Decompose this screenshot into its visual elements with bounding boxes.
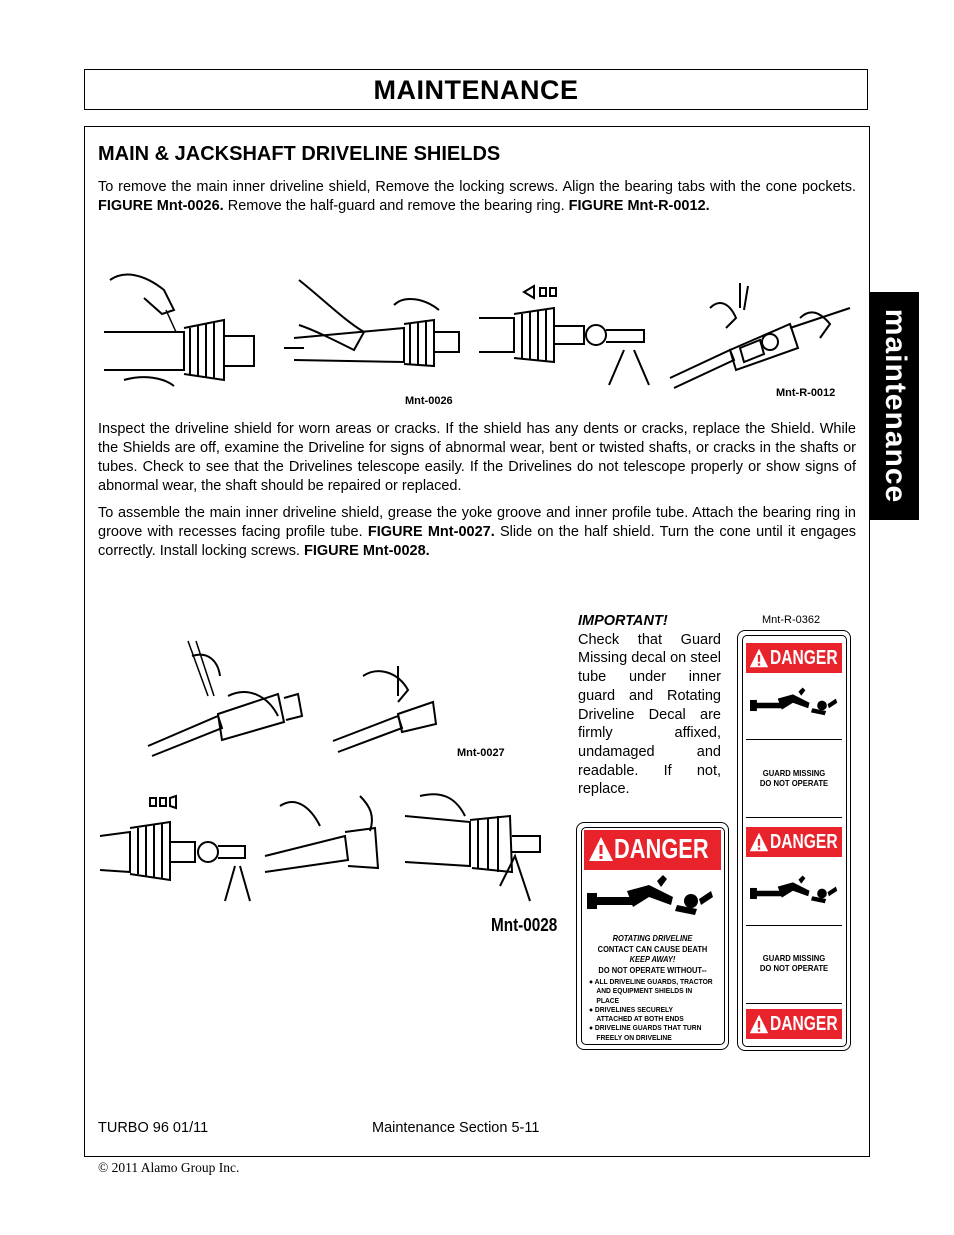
- strip-divider: [746, 817, 842, 818]
- bullet-1a: ALL DRIVELINE GUARDS, TRACTOR: [594, 977, 713, 986]
- guard-missing-line: GUARD MISSING: [762, 768, 826, 778]
- caption-mnt-0026: Mnt-0026: [405, 395, 453, 407]
- side-tab-label: maintenance: [878, 308, 912, 504]
- decal-line-1: ROTATING DRIVELINE: [612, 933, 693, 943]
- warning-triangle-icon: [588, 835, 614, 863]
- side-tab: [870, 292, 919, 520]
- caption-mnt-0028: Mnt-0028: [491, 915, 558, 935]
- entanglement-pictogram-icon: [587, 871, 717, 931]
- decal-line-2: CONTACT CAN CAUSE DEATH: [597, 943, 708, 954]
- para1-text-b: Remove the half-guard and remove the bearing ring.: [223, 198, 569, 214]
- guard-missing-text-1: [749, 768, 839, 788]
- guard-missing-line: GUARD MISSING: [762, 953, 826, 963]
- paragraph-inspect: Inspect the driveline shield for worn areas or cracks. If the shield has any dents or cracks, replace the Shield. While the Shields are off, examine the Driveline for signs of abnormal wear, bent or twisted shafts, or cracks in the shafts or tubes. Check to see that the Drivelines telescope easily. If the Drivelines do not telescope properly or show signs of abnormal wear, the shaft should be repaired or replaced.: [98, 421, 856, 494]
- do-not-operate-line: DO NOT OPERATE: [759, 963, 829, 973]
- bullet-1b: AND EQUIPMENT SHIELDS IN PLACE: [596, 986, 693, 1005]
- para3-text-a: To assemble the main inner driveline shield, grease the yoke groove and inner profile tube. Attach the bearing ring in groove with recesses facing profile tube.: [98, 505, 856, 540]
- danger-decal-guard-missing: [737, 630, 851, 1051]
- copyright: © 2011 Alamo Group Inc.: [98, 1160, 240, 1175]
- caption-mnt-r-0362: Mnt-R-0362: [762, 614, 821, 626]
- page-title: MAINTENANCE: [84, 69, 868, 110]
- section-heading: MAIN & JACKSHAFT DRIVELINE SHIELDS: [98, 143, 501, 165]
- strip-danger-word-3: DANGER: [770, 1013, 838, 1035]
- strip-divider: [746, 1003, 842, 1004]
- important-label: IMPORTANT!: [578, 613, 668, 629]
- guard-missing-text-2: [749, 953, 839, 973]
- strip-danger-word-1: DANGER: [770, 647, 838, 669]
- figure-mnt-0027-illustration: [148, 636, 438, 756]
- danger-word: DANGER: [614, 833, 709, 864]
- caption-mnt-0027: Mnt-0027: [457, 747, 505, 759]
- strip-danger-banner-1: [746, 643, 842, 673]
- warning-triangle-icon: [749, 647, 769, 669]
- figure-ref-mnt-r-0012: FIGURE Mnt-R-0012.: [568, 198, 710, 214]
- paragraph-assemble: [98, 504, 856, 561]
- figure-mnt-r-0012-illustration: [670, 278, 860, 393]
- figure-mnt-0028-illustration: [100, 786, 550, 906]
- strip-danger-banner-2: [746, 827, 842, 857]
- para1-text-a: To remove the main inner driveline shield, Remove the locking screws. Align the bearing tabs with the cone pockets.: [98, 179, 856, 195]
- strip-danger-word-2: DANGER: [770, 831, 838, 853]
- strip-divider: [746, 739, 842, 740]
- entanglement-pictogram-icon: [750, 871, 840, 916]
- decal-line-4: DO NOT OPERATE WITHOUT--: [598, 964, 707, 975]
- danger-decal-rotating-driveline: [576, 822, 729, 1050]
- important-text: Check that Guard Missing decal on steel tube under inner guard and Rotating Driveline Decal are firmly affixed, undamaged and readable. If not, replace.: [578, 631, 721, 798]
- warning-triangle-icon: [749, 1013, 769, 1035]
- danger-banner: [584, 830, 721, 870]
- strip-divider: [746, 925, 842, 926]
- do-not-operate-line: DO NOT OPERATE: [759, 778, 829, 788]
- decal-line-3: KEEP AWAY!: [629, 954, 676, 964]
- bullet-2a: DRIVELINES SECURELY: [594, 1004, 674, 1014]
- entanglement-pictogram-icon: [750, 683, 840, 728]
- bullet-3a: DRIVELINE GUARDS THAT TURN: [594, 1023, 702, 1033]
- bullet-3b: FREELY ON DRIVELINE: [596, 1032, 672, 1042]
- caption-mnt-r-0012: Mnt-R-0012: [776, 387, 836, 399]
- warning-triangle-icon: [749, 831, 769, 853]
- paragraph-remove: [98, 178, 856, 216]
- strip-danger-banner-3: [746, 1009, 842, 1039]
- footer-section: Maintenance Section 5-11: [372, 1120, 540, 1136]
- figure-ref-mnt-0026: FIGURE Mnt-0026.: [98, 198, 224, 214]
- danger-decal-bullets: ● ALL DRIVELINE GUARDS, TRACTOR AND EQUIPMENT SHIELDS IN PLACE ● DRIVELINES SECURELY ATTACHED AT BOTH ENDS ● DRIVELINE GUARDS THAT TURN FREELY ON DRIVELINE: [589, 977, 713, 1042]
- important-note: [578, 612, 721, 799]
- figure-ref-mnt-0027: FIGURE Mnt-0027.: [367, 524, 495, 540]
- figure-mnt-0026-illustration: [104, 270, 664, 390]
- danger-decal-text: [592, 933, 714, 975]
- figure-ref-mnt-0028: FIGURE Mnt-0028.: [304, 543, 430, 559]
- bullet-2b: ATTACHED AT BOTH ENDS: [596, 1014, 684, 1024]
- footer-model: TURBO 96 01/11: [98, 1120, 209, 1136]
- para3-text-b: Slide on the half shield. Turn the cone until it engages correctly. Install locking screws.: [98, 524, 857, 559]
